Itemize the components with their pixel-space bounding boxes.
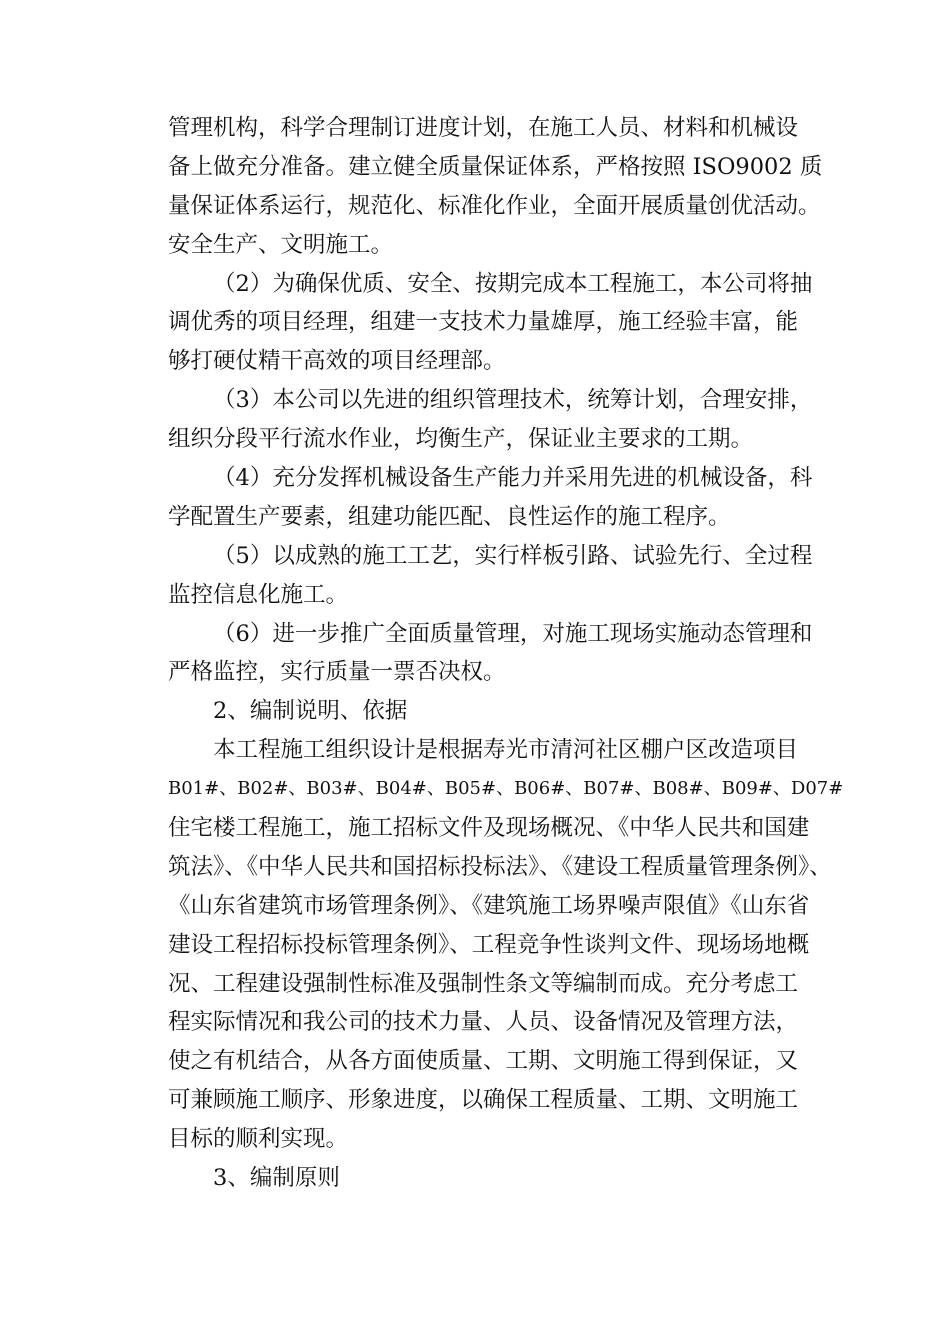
paragraph-start-line: 本工程施工组织设计是根据寿光市清河社区棚户区改造项目 <box>213 737 799 764</box>
list-item-4-line: （4）充分发挥机械设备生产能力并采用先进的机械设备，科 <box>213 465 813 492</box>
body-line: 《山东省建筑市场管理条例》、《建筑施工场界噪声限值》《山东省 <box>168 892 810 919</box>
body-line: 况、工程建设强制性标准及强制性条文等编制而成。充分考虑工 <box>168 970 799 997</box>
body-line: 调优秀的项目经理，组建一支技术力量雄厚，施工经验丰富，能 <box>168 309 799 336</box>
body-line: 学配置生产要素，组建功能匹配、良性运作的施工程序。 <box>168 503 731 530</box>
list-item-3-line: （3）本公司以先进的组织管理技术，统筹计划，合理安排， <box>213 387 813 414</box>
body-line: 管理机构，科学合理制订进度计划，在施工人员、材料和机械设 <box>168 115 799 141</box>
section-heading-3: 3、编制原则 <box>213 1165 340 1192</box>
list-item-2-line: （2）为确保优质、安全、按期完成本工程施工，本公司将抽 <box>213 270 813 297</box>
list-item-5-line: （5）以成熟的施工工艺，实行样板引路、试验先行、全过程 <box>213 542 813 569</box>
body-line: 够打硬仗精干高效的项目经理部。 <box>168 348 506 375</box>
body-line: 住宅楼工程施工，施工招标文件及现场概况、《中华人民共和国建 <box>168 815 810 842</box>
body-line: 严格监控，实行质量一票否决权。 <box>168 659 506 686</box>
body-line: 安全生产、文明施工。 <box>168 231 394 258</box>
body-line: 建设工程招标投标管理条例》、工程竞争性谈判文件、现场场地概 <box>168 931 810 958</box>
body-line: 组织分段平行流水作业，均衡生产，保证业主要求的工期。 <box>168 426 754 453</box>
body-line: B01#、B02#、B03#、B04#、B05#、B06#、B07#、B08#、B09#、D07# <box>168 778 844 800</box>
body-line: 程实际情况和我公司的技术力量、人员、设备情况及管理方法， <box>168 1009 799 1036</box>
section-heading-2: 2、编制说明、依据 <box>213 698 408 725</box>
body-line: 监控信息化施工。 <box>168 581 349 608</box>
document-body <box>168 109 850 1198</box>
body-line: 备上做充分准备。建立健全质量保证体系，严格按照 ISO9002 质 <box>168 153 823 180</box>
list-item-6-line: （6）进一步推广全面质量管理，对施工现场实施动态管理和 <box>213 620 813 647</box>
body-line: 使之有机结合，从各方面使质量、工期、文明施工得到保证，又 <box>168 1048 799 1075</box>
body-line: 目标的顺利实现。 <box>168 1126 349 1153</box>
body-line: 可兼顾施工顺序、形象进度，以确保工程质量、工期、文明施工 <box>168 1087 799 1114</box>
body-line: 筑法》、《中华人民共和国招标投标法》、《建设工程质量管理条例》、 <box>168 853 832 880</box>
body-line: 量保证体系运行，规范化、标准化作业，全面开展质量创优活动。 <box>168 192 821 219</box>
